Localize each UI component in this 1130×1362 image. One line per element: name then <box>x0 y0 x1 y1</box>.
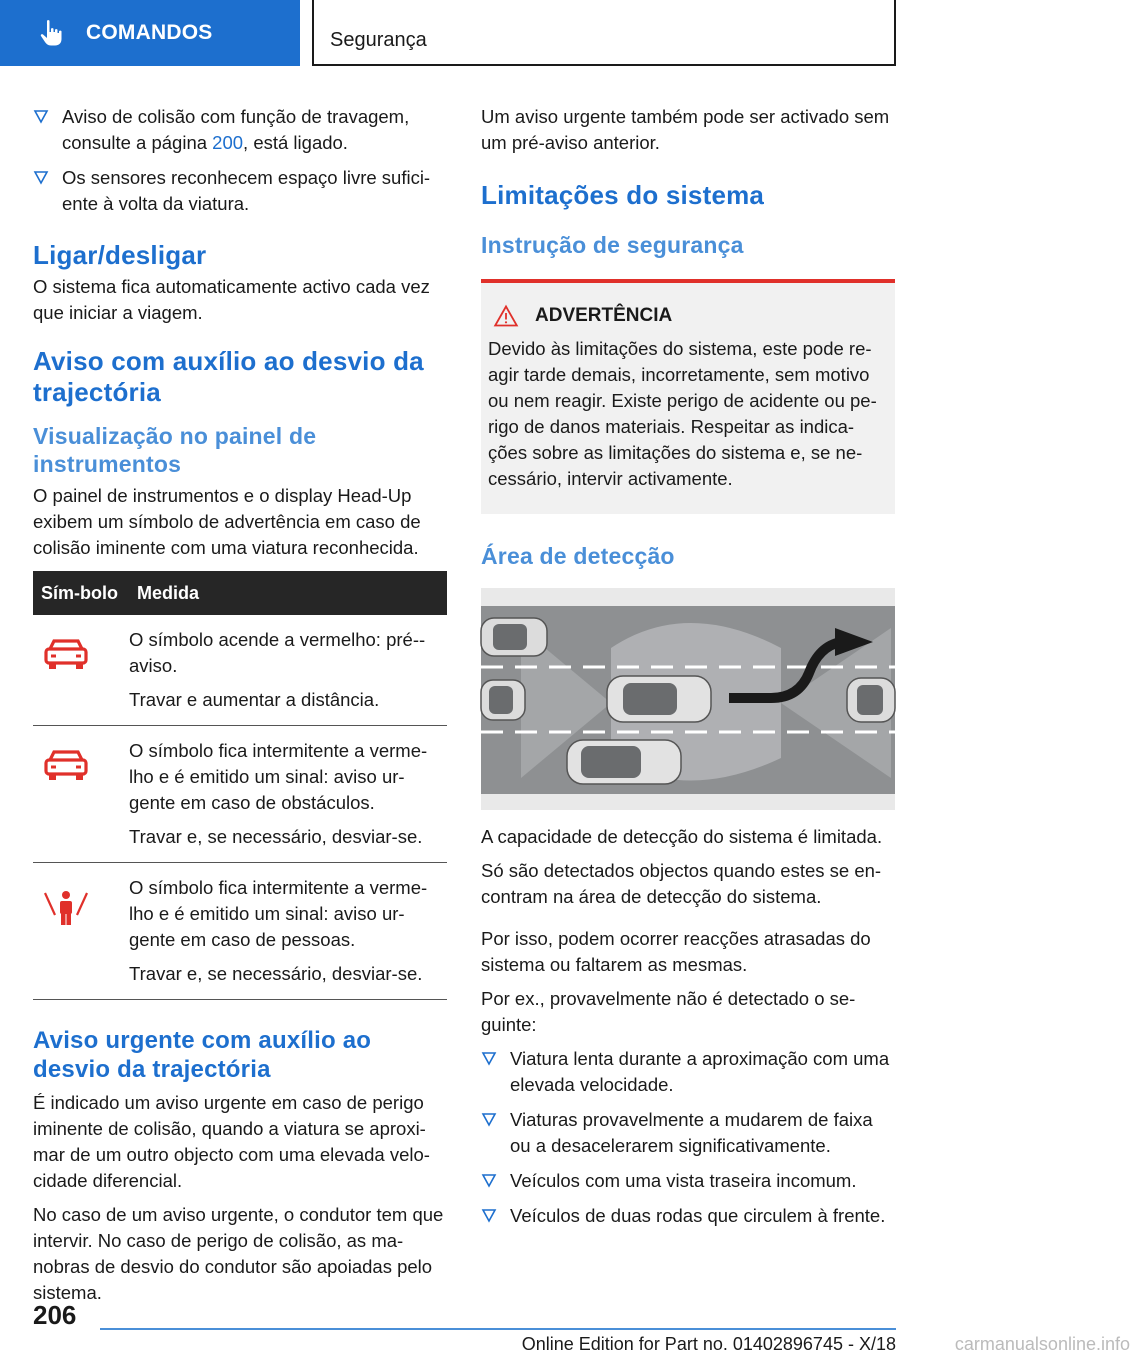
footer-divider <box>100 1328 896 1330</box>
paragraph: Um aviso urgente também pode ser activado sem um pré-aviso anterior. <box>481 106 890 153</box>
warning-box <box>481 279 895 514</box>
triangle-bullet-icon <box>482 1174 496 1187</box>
limitation-bullet-list <box>481 1046 895 1229</box>
heading-aviso: Aviso com auxílio ao desvio da trajectória <box>33 346 424 407</box>
column-header-symbol: Sím-bolo <box>33 571 129 615</box>
bullet-text: Veículos com uma vista traseira incomum. <box>510 1170 857 1191</box>
list-item <box>481 1107 895 1159</box>
warning-triangle-icon <box>494 305 518 327</box>
page-link[interactable]: 200 <box>212 132 244 153</box>
paragraph: A capacidade de detecção do sistema é limitada. <box>481 826 883 847</box>
section-title: Segurança <box>330 29 427 51</box>
table-cell-text: Travar e aumentar a distância. <box>129 689 380 710</box>
bullet-text: , está ligado. <box>243 132 348 153</box>
paragraph: Por ex., provavelmente não é detectado o se-guinte: <box>481 988 856 1035</box>
table-cell-text: Travar e, se necessário, desviar-se. <box>129 963 423 984</box>
car-warning-icon <box>41 748 91 784</box>
car-shape <box>567 740 681 784</box>
bullet-text: Viatura lenta durante a aproximação com uma elevada velocidade. <box>510 1048 890 1095</box>
table-row <box>33 615 447 726</box>
watermark: carmanualsonline.info <box>954 1334 1130 1354</box>
triangle-bullet-icon <box>482 1209 496 1222</box>
table-row <box>33 726 447 863</box>
heading-area: Área de detecção <box>481 543 675 569</box>
warning-title <box>488 305 887 327</box>
pedestrian-warning-icon <box>41 885 91 929</box>
triangle-bullet-icon <box>482 1052 496 1065</box>
bullet-text: Viaturas provavelmente a mudarem de faixa ou a desacelerarem significativamente. <box>510 1109 873 1156</box>
heading-visualizacao: Visualização no painel de instrumentos <box>33 423 317 477</box>
heading-ligar: Ligar/desligar <box>33 240 207 270</box>
bullet-text: Os sensores reconhecem espaço livre sufici-ente à volta da viatura. <box>62 167 431 214</box>
car-warning-icon <box>41 637 91 673</box>
right-column <box>481 104 895 1238</box>
bullet-text: Veículos de duas rodas que circulem à frente. <box>510 1205 886 1226</box>
left-column <box>33 104 447 1306</box>
heading-limitacoes: Limitações do sistema <box>481 180 765 210</box>
paragraph: O painel de instrumentos e o display Head-Up exibem um símbolo de advertência em caso de colisão iminente com uma viatura reconhecida. <box>33 485 421 558</box>
hand-pointer-icon <box>38 18 66 48</box>
bullet-text: Aviso de colisão com função de travagem, consulte a página <box>62 106 410 153</box>
car-shape <box>481 680 525 720</box>
status-bullet-list <box>33 104 447 217</box>
table-cell-text: Travar e, se necessário, desviar-se. <box>129 826 423 847</box>
column-header-measure: Medida <box>129 571 447 615</box>
section-tab-label: COMANDOS <box>86 21 213 44</box>
heading-aviso-urgente: Aviso urgente com auxílio ao desvio da trajectória <box>33 1027 372 1083</box>
triangle-bullet-icon <box>34 110 48 123</box>
car-shape <box>607 676 711 722</box>
list-item <box>481 1203 895 1229</box>
car-shape <box>847 678 895 722</box>
heading-instrucao: Instrução de segurança <box>481 232 744 258</box>
triangle-bullet-icon <box>482 1113 496 1126</box>
table-cell-text: O símbolo acende a vermelho: pré--aviso. <box>129 629 426 676</box>
edition-text: Online Edition for Part no. 01402896745 - X/18 <box>521 1334 896 1354</box>
list-item <box>481 1046 895 1098</box>
table-cell-text: O símbolo fica intermitente a verme-lho e é emitido um sinal: aviso ur-gente em caso de pessoas. <box>129 877 428 950</box>
paragraph: O sistema fica automaticamente activo cada vez que iniciar a viagem. <box>33 276 430 323</box>
car-shape <box>481 618 547 656</box>
table-row <box>33 863 447 1000</box>
symbol-table <box>33 571 447 1000</box>
detection-area-illustration <box>481 588 895 810</box>
section-tab <box>0 0 300 66</box>
paragraph: É indicado um aviso urgente em caso de perigo iminente de colisão, quando a viatura se aproxi-mar de um outro objecto com uma elevada velo-cidade diferencial. <box>33 1092 430 1191</box>
warning-text: Devido às limitações do sistema, este pode re-agir tarde demais, incorretamente, sem motivo ou nem reagir. Existe perigo de acidente ou pe-rigo de danos materiais. Respeitar as indica-ções sobre as limitações do sistema e, se ne-cessário, intervir activamente. <box>488 338 877 489</box>
page-number: 206 <box>33 1300 77 1330</box>
table-cell-text: O símbolo fica intermitente a verme-lho e é emitido um sinal: aviso ur-gente em caso de obstáculos. <box>129 740 428 813</box>
paragraph: No caso de um aviso urgente, o condutor tem que intervir. No caso de perigo de colisão, as ma-nobras de desvio do condutor são apoiadas pelo sistema. <box>33 1204 444 1303</box>
warning-title-text: ADVERTÊNCIA <box>535 305 673 326</box>
triangle-bullet-icon <box>34 171 48 184</box>
table-header-row <box>33 571 447 615</box>
paragraph: Por isso, podem ocorrer reacções atrasadas do sistema ou faltarem as mesmas. <box>481 928 871 975</box>
detection-area-diagram <box>481 588 895 810</box>
list-item <box>33 104 447 156</box>
section-title-box <box>312 0 896 66</box>
list-item <box>33 165 447 217</box>
paragraph: Só são detectados objectos quando estes se en-contram na área de detecção do sistema. <box>481 860 882 907</box>
list-item <box>481 1168 895 1194</box>
